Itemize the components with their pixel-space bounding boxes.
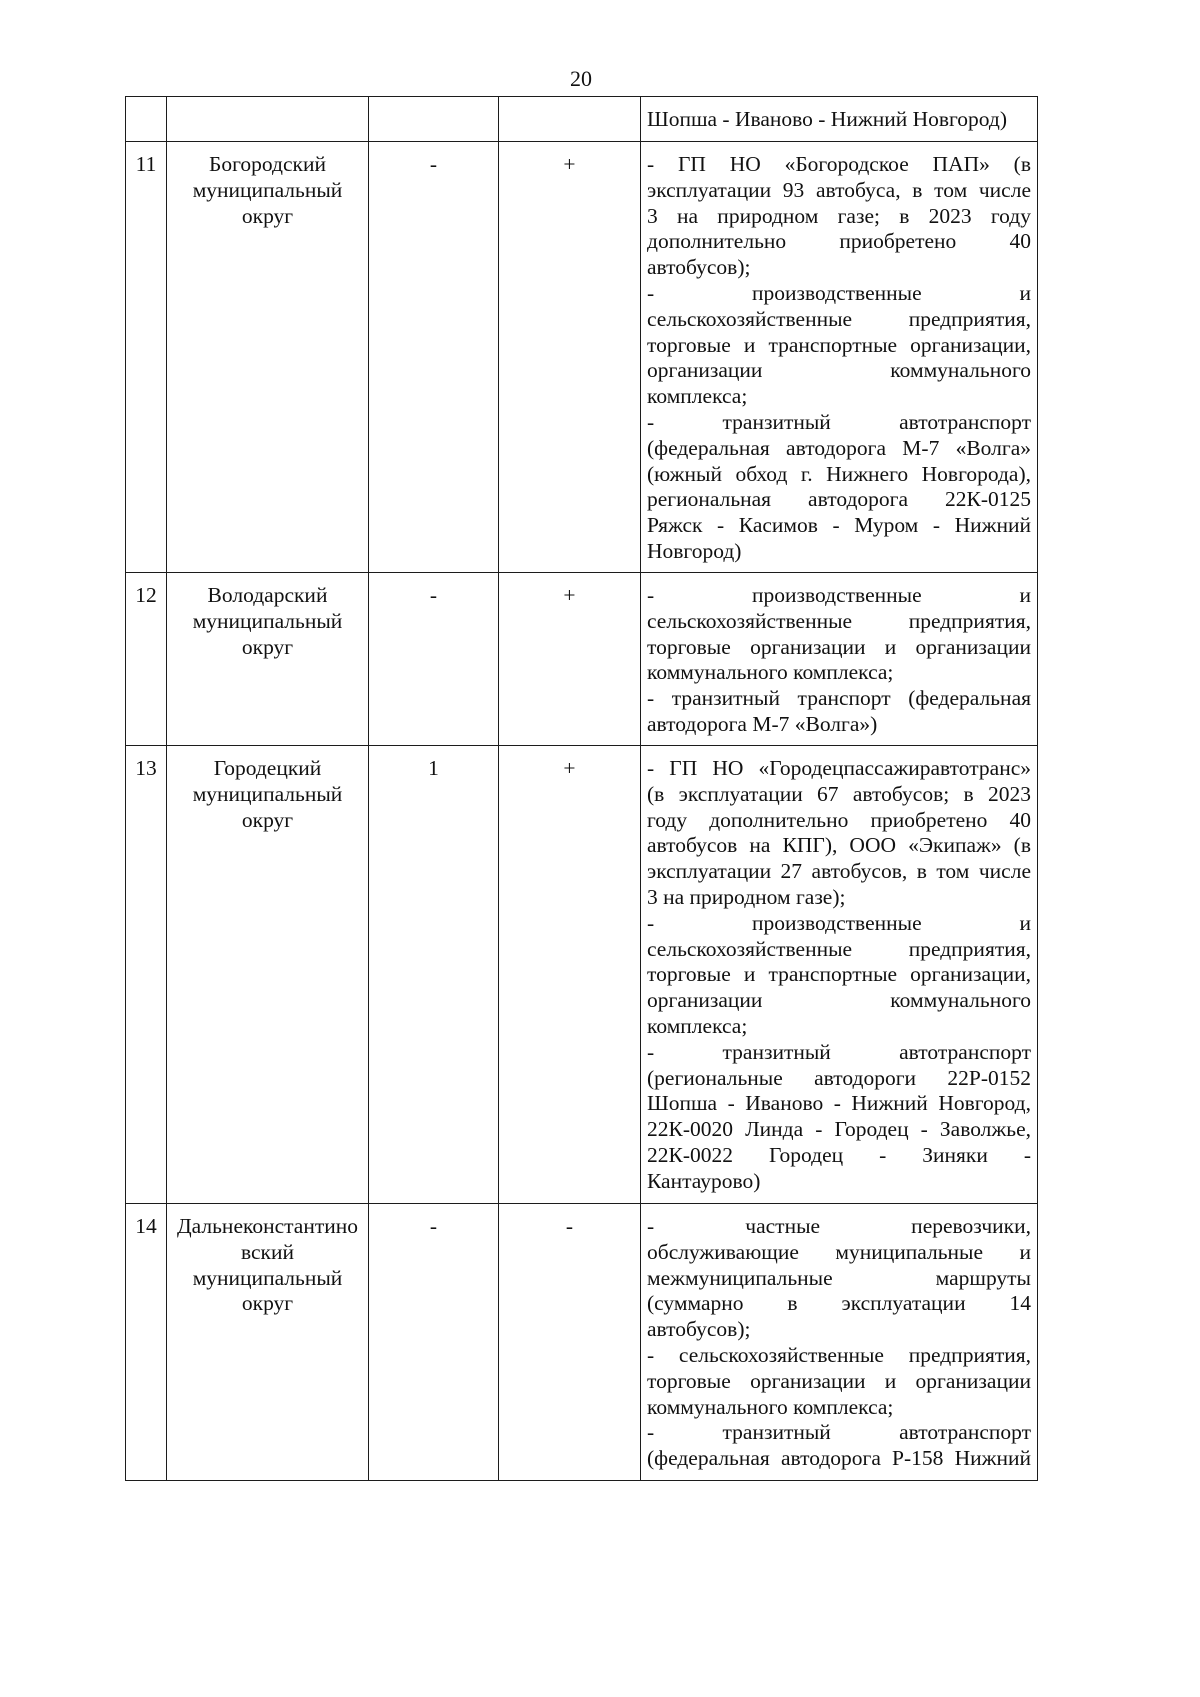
description-line: коммунального комплекса;	[647, 660, 894, 685]
col3-cell	[369, 97, 499, 142]
col4-cell: +	[499, 142, 641, 573]
description-line: торговые и транспортные организации,	[647, 332, 1031, 357]
description-line: дополнительно приобретено 40	[647, 229, 1031, 254]
description-line: сельскохозяйственные предприятия,	[647, 608, 1031, 633]
description-cell	[641, 1204, 1038, 1481]
description-line: (южный обход г. Нижнего Новгорода),	[647, 461, 1031, 486]
description-line: сельскохозяйственные предприятия,	[647, 306, 1031, 331]
col4-cell: -	[499, 1204, 641, 1481]
description-line: - производственные и	[647, 583, 1031, 607]
description-line: - транзитный автотранспорт	[647, 1420, 1031, 1445]
row-number-cell	[126, 97, 167, 142]
table-row-continuation	[126, 97, 1038, 142]
description-line: организации коммунального	[647, 988, 1031, 1013]
description-line: Кантаурово)	[647, 1168, 761, 1193]
description-line: автобусов);	[647, 255, 751, 280]
description-line: - сельскохозяйственные предприятия,	[647, 1342, 1031, 1367]
district-line: Городецкий	[213, 756, 322, 780]
description-line: (в эксплуатации 67 автобусов; в 2023	[647, 781, 1031, 806]
col3-cell: 1	[369, 746, 499, 1204]
description-line: Ряжск - Касимов - Муром - Нижний	[647, 513, 1031, 538]
description-line: обслуживающие муниципальные и	[647, 1239, 1031, 1264]
description-line: (федеральная автодорога М-7 «Волга»	[647, 435, 1031, 460]
description-line: - транзитный транспорт (федеральная	[647, 686, 1031, 711]
district-cell	[167, 573, 369, 746]
description-line: (федеральная автодорога Р-158 Нижний	[647, 1446, 1031, 1471]
district-line: муниципальный	[192, 1265, 343, 1290]
description-line: комплекса;	[647, 1013, 748, 1038]
description-line: организации коммунального	[647, 358, 1031, 383]
description-cell	[641, 573, 1038, 746]
description-line: торговые организации и организации	[647, 1368, 1031, 1393]
district-cell	[167, 97, 369, 142]
description-line: - ГП НО «Богородское ПАП» (в	[647, 152, 1031, 176]
description-line: автобусов);	[647, 1317, 751, 1342]
district-line: Дальнеконстантино	[177, 1214, 358, 1238]
description-line: - транзитный автотранспорт	[647, 409, 1031, 434]
description-line: 22К-0022 Городец - Зиняки -	[647, 1142, 1031, 1167]
description-line: эксплуатации 27 автобусов, в том числе	[647, 859, 1031, 884]
page-number: 20	[570, 66, 592, 91]
district-line: округ	[241, 634, 294, 659]
description-line: 3 на природном газе);	[647, 884, 846, 909]
description-cell	[641, 97, 1038, 142]
description-line: автодорога М-7 «Волга»)	[647, 711, 878, 736]
district-cell	[167, 142, 369, 573]
description-line: Шопша - Иваново - Нижний Новгород)	[647, 107, 1008, 131]
col3-cell: -	[369, 142, 499, 573]
description-line: межмуниципальные маршруты	[647, 1265, 1031, 1290]
description-line: торговые и транспортные организации,	[647, 962, 1031, 987]
row-number-cell: 14	[126, 1204, 167, 1481]
description-line: торговые организации и организации	[647, 634, 1031, 659]
row-number-cell: 13	[126, 746, 167, 1204]
description-line: - частные перевозчики,	[647, 1214, 1031, 1238]
district-cell	[167, 746, 369, 1204]
district-line: Володарский	[207, 583, 328, 607]
district-line: округ	[241, 203, 294, 228]
table-row-11	[126, 142, 1038, 573]
description-line: - производственные и	[647, 910, 1031, 935]
col4-cell: +	[499, 746, 641, 1204]
district-line: муниципальный	[192, 781, 343, 806]
description-line: - транзитный автотранспорт	[647, 1039, 1031, 1064]
col4-cell	[499, 97, 641, 142]
description-line: 3 на природном газе; в 2023 году	[647, 203, 1031, 228]
col3-cell: -	[369, 573, 499, 746]
district-transport-table	[125, 96, 1038, 1481]
table-row-12	[126, 573, 1038, 746]
description-line: (суммарно в эксплуатации 14	[647, 1291, 1031, 1316]
description-line: Новгород)	[647, 538, 742, 563]
description-line: сельскохозяйственные предприятия,	[647, 936, 1031, 961]
district-line: муниципальный	[192, 177, 343, 202]
row-number-cell: 11	[126, 142, 167, 573]
description-line: Шопша - Иваново - Нижний Новгород,	[647, 1091, 1031, 1116]
table-row-14	[126, 1204, 1038, 1481]
col3-cell: -	[369, 1204, 499, 1481]
description-line: - производственные и	[647, 280, 1031, 305]
description-line: (региональные автодороги 22Р-0152	[647, 1065, 1031, 1090]
description-line: комплекса;	[647, 384, 748, 409]
district-line: Богородский	[209, 152, 326, 176]
district-line: вский	[240, 1239, 295, 1264]
district-line: округ	[241, 807, 294, 832]
description-line: коммунального комплекса;	[647, 1394, 894, 1419]
district-line: округ	[241, 1291, 294, 1316]
description-line: 22К-0020 Линда - Городец - Заволжье,	[647, 1117, 1031, 1142]
district-line: муниципальный	[192, 608, 343, 633]
col4-cell: +	[499, 573, 641, 746]
description-line: автобусов на КПГ), ООО «Экипаж» (в	[647, 833, 1031, 858]
description-cell	[641, 142, 1038, 573]
description-line: году дополнительно приобретено 40	[647, 807, 1031, 832]
description-line: - ГП НО «Городецпассажиравтотранс»	[647, 756, 1031, 780]
table-row-13	[126, 746, 1038, 1204]
row-number-cell: 12	[126, 573, 167, 746]
description-line: региональная автодорога 22К-0125	[647, 487, 1031, 512]
description-line: эксплуатации 93 автобуса, в том числе	[647, 177, 1031, 202]
description-cell	[641, 746, 1038, 1204]
district-cell	[167, 1204, 369, 1481]
